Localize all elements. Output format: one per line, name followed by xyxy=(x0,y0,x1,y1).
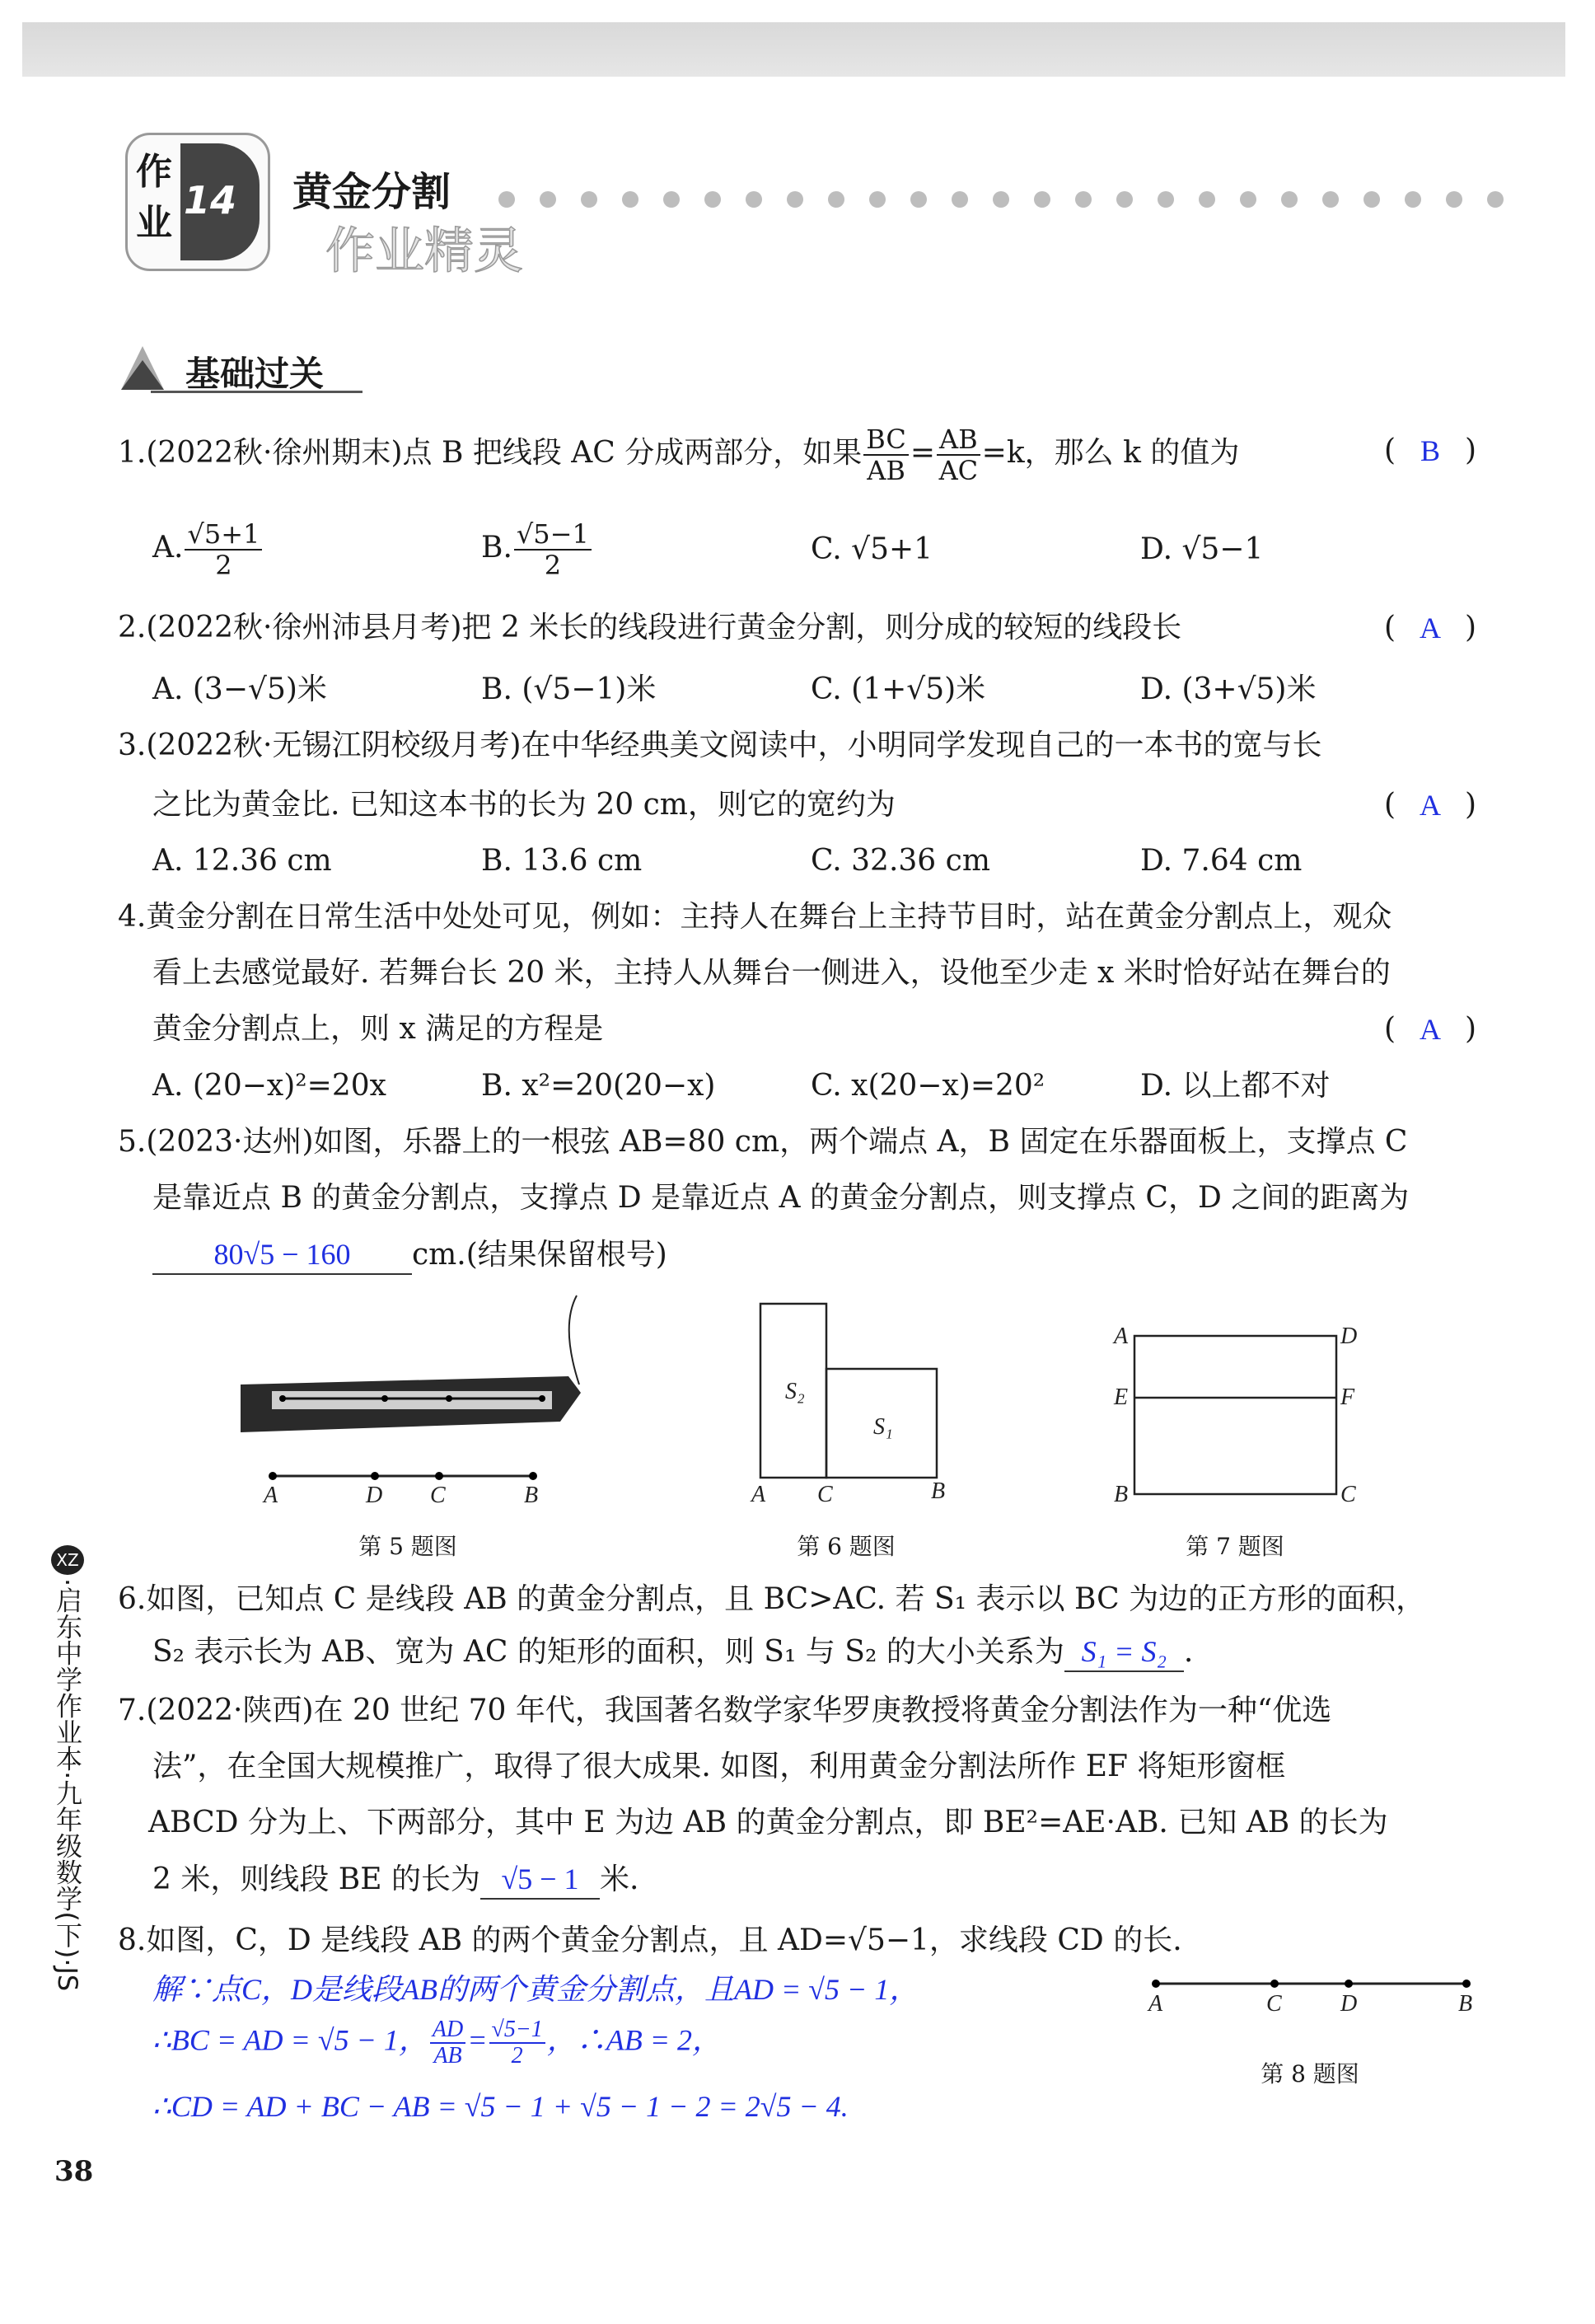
q1-stem-text: 1.(2022秋·徐州期末)点 B 把线段 AC 分成两部分，如果 xyxy=(118,436,863,470)
point-a xyxy=(1152,1980,1160,1988)
q8-solution-line-2: ∴BC = AD = √5 − 1， $\frac{AD}{AB}$ = $\frac{√5-1}{2}$ ，∴AB = 2， xyxy=(152,2017,723,2069)
q1-fraction-2: $\frac{AB}{AC}$ xyxy=(937,424,980,485)
q2-stem: 2.(2022秋·徐州沛县月考)把 2 米长的线段进行黄金分割，则分成的较短的线段长 xyxy=(118,611,1182,644)
q3-answer: A xyxy=(1420,789,1441,822)
section-heading xyxy=(118,342,362,393)
point-b xyxy=(1462,1980,1471,1988)
label-d: D xyxy=(1340,1324,1358,1349)
point-b xyxy=(529,1472,537,1480)
q3-line-1: 3.(2022秋·无锡江阴校级月考)在中华经典美文阅读中，小明同学发现自己的一本书的宽与长 xyxy=(118,729,1322,762)
q4-answer-bracket: ( A ) xyxy=(1384,1012,1476,1046)
q3-option-b: B. 13.6 cm xyxy=(481,844,643,878)
q1-stem-tail: =k，那么 k 的值为 xyxy=(981,436,1240,470)
q4-option-d: D. 以上都不对 xyxy=(1140,1069,1331,1103)
book-spine-label xyxy=(51,1545,84,1991)
q7-line-1: 7.(2022·陕西)在 20 世纪 70 年代，我国著名数学家华罗庚教授将黄金分割法作为一种“优选 xyxy=(118,1694,1332,1727)
label-a: A xyxy=(1148,1991,1163,2017)
figure-6-caption: 第 6 题图 xyxy=(797,1533,896,1560)
badge-word: 作业 xyxy=(136,151,172,244)
triangle-icon xyxy=(118,342,167,391)
q1-answer-bracket: ( B ) xyxy=(1384,433,1476,467)
q2-option-b: B. (√5−1)米 xyxy=(481,672,657,706)
label-c: C xyxy=(1340,1482,1356,1507)
q1-option-c: C. √5+1 xyxy=(811,532,933,566)
rectangle-abcd xyxy=(1134,1336,1336,1494)
wire xyxy=(569,1296,579,1385)
label-e: E xyxy=(1114,1385,1129,1410)
q5-line-1: 5.(2023·达州)如图，乐器上的一根弦 AB=80 cm，两个端点 A，B 固定在乐器面板上，支撑点 C xyxy=(118,1125,1408,1159)
q4-line-2: 看上去感觉最好. 若舞台长 20 米，主持人从舞台一侧进入，设他至少走 x 米时恰好站在舞台的 xyxy=(152,956,1391,990)
page-number: 38 xyxy=(54,2155,94,2188)
point-a xyxy=(269,1472,277,1480)
page-title: 黄金分割 xyxy=(292,169,451,215)
q3-line-2: 之比为黄金比. 已知这本书的长为 20 cm，则它的宽约为 xyxy=(152,788,896,822)
point-d xyxy=(371,1472,379,1480)
title-dot-row xyxy=(498,191,1569,211)
label-b: B xyxy=(931,1478,946,1504)
lesson-badge xyxy=(125,133,270,271)
q4-option-a: A. (20−x)²=20x xyxy=(152,1069,386,1103)
label-d: D xyxy=(366,1483,383,1508)
q5-suffix: cm.(结果保留根号) xyxy=(412,1238,667,1272)
q7-line-3: ABCD 分为上、下两部分，其中 E 为边 AB 的黄金分割点，即 BE²=AE·AB. 已知 AB 的长为 xyxy=(148,1806,1388,1839)
q4-line-3: 黄金分割点上，则 x 满足的方程是 xyxy=(152,1012,604,1046)
label-a: A xyxy=(264,1483,278,1508)
book-title: ·启东中学作业本·九年级数学(下)·JS xyxy=(52,1578,83,1992)
figure-5-caption: 第 5 题图 xyxy=(358,1533,457,1560)
q6-line-2: S₂ 表示长为 AB、宽为 AC 的矩形的面积，则 S₁ 与 S₂ 的大小关系为 S₁ = S₂ . xyxy=(152,1633,1193,1672)
q7-line-2: 法”，在全国大规模推广，取得了很大成果. 如图，利用黄金分割法所作 EF 将矩形窗框 xyxy=(152,1750,1286,1783)
point-c xyxy=(435,1472,443,1480)
q1-fraction-1: $\frac{BC}{AB}$ xyxy=(863,424,909,485)
figure-7-window-frame xyxy=(1104,1319,1368,1516)
q1-option-d: D. √5−1 xyxy=(1140,532,1264,566)
figure-7-caption: 第 7 题图 xyxy=(1186,1533,1284,1560)
xz-badge: XZ xyxy=(51,1545,84,1575)
q1-option-a: A. $\frac{√5+1}{2}$ xyxy=(152,519,264,580)
q2-answer-bracket: ( A ) xyxy=(1384,611,1476,644)
label-a: A xyxy=(1114,1324,1129,1349)
q3-option-a: A. 12.36 cm xyxy=(152,844,332,878)
watermark: 作业精灵 xyxy=(325,223,523,280)
figure-6-rectangles xyxy=(741,1294,956,1516)
label-c: C xyxy=(1266,1991,1282,2017)
q4-option-b: B. x²=20(20−x) xyxy=(481,1069,716,1103)
q8-stem: 8.如图，C，D 是线段 AB 的两个黄金分割点，且 AD=√5−1，求线段 CD 的长. xyxy=(118,1923,1182,1957)
point-c xyxy=(1270,1980,1279,1988)
scan-top-band xyxy=(22,22,1565,77)
q8-solution-line-1: 解∵点C，D是线段AB的两个黄金分割点，且AD = √5 − 1， xyxy=(152,1973,919,2006)
q5-line-2: 是靠近点 B 的黄金分割点，支撑点 D 是靠近点 A 的黄金分割点，则支撑点 C，D 之间的距离为 xyxy=(152,1181,1410,1215)
figure-8-caption: 第 8 题图 xyxy=(1261,2060,1359,2087)
point-d xyxy=(1345,1980,1353,1988)
q7-answer: √5 − 1 xyxy=(501,1862,579,1895)
label-c: C xyxy=(430,1483,446,1508)
q6-line-1: 6.如图，已知点 C 是线段 AB 的黄金分割点，且 BC>AC. 若 S₁ 表示以 BC 为边的正方形的面积， xyxy=(118,1582,1426,1616)
q3-option-d: D. 7.64 cm xyxy=(1140,844,1303,878)
q8-solution-line-3: ∴CD = AD + BC − AB = √5 − 1 + √5 − 1 − 2 = 2√5 − 4. xyxy=(152,2090,849,2123)
q4-answer: A xyxy=(1420,1013,1441,1046)
q7-line-4: 2 米，则线段 BE 的长为 √5 − 1 米. xyxy=(152,1861,638,1900)
q5-line-3 xyxy=(152,1236,667,1275)
label-b: B xyxy=(1458,1991,1473,2017)
q2-option-d: D. (3+√5)米 xyxy=(1140,672,1317,706)
label-f: F xyxy=(1340,1385,1355,1410)
label-s1: S₁ xyxy=(873,1414,893,1440)
label-d: D xyxy=(1340,1991,1358,2017)
q1-stem: 1.(2022秋·徐州期末)点 B 把线段 AC 分成两部分，如果 $\frac{BC}{AB}$ = $\frac{AB}{AC}$ =k，那么 k 的值为 xyxy=(118,424,1240,486)
q2-option-c: C. (1+√5)米 xyxy=(811,672,986,706)
label-c: C xyxy=(817,1482,833,1507)
label-b: B xyxy=(524,1483,539,1508)
label-b: B xyxy=(1114,1482,1129,1507)
label-s2: S₂ xyxy=(785,1379,805,1404)
q3-option-c: C. 32.36 cm xyxy=(811,844,990,878)
q3-answer-bracket: ( A ) xyxy=(1384,788,1476,822)
section-title: 基础过关 xyxy=(185,354,325,394)
q5-answer: 80√5 − 160 xyxy=(213,1238,351,1271)
q1-answer: B xyxy=(1420,434,1440,467)
label-a: A xyxy=(751,1482,766,1507)
q4-option-c: C. x(20−x)=20² xyxy=(811,1069,1045,1103)
q2-option-a: A. (3−√5)米 xyxy=(152,672,327,706)
q1-option-b: B. $\frac{√5-1}{2}$ xyxy=(481,519,593,580)
q2-answer: A xyxy=(1420,611,1441,644)
figure-8-segment xyxy=(1145,1970,1483,2019)
figure-5-instrument xyxy=(231,1286,593,1516)
badge-number: 14 xyxy=(184,178,237,223)
q4-line-1: 4.黄金分割在日常生活中处处可见，例如：主持人在舞台上主持节目时，站在黄金分割点上，观众 xyxy=(118,900,1392,934)
q6-answer: S₁ = S₂ xyxy=(1081,1635,1167,1668)
